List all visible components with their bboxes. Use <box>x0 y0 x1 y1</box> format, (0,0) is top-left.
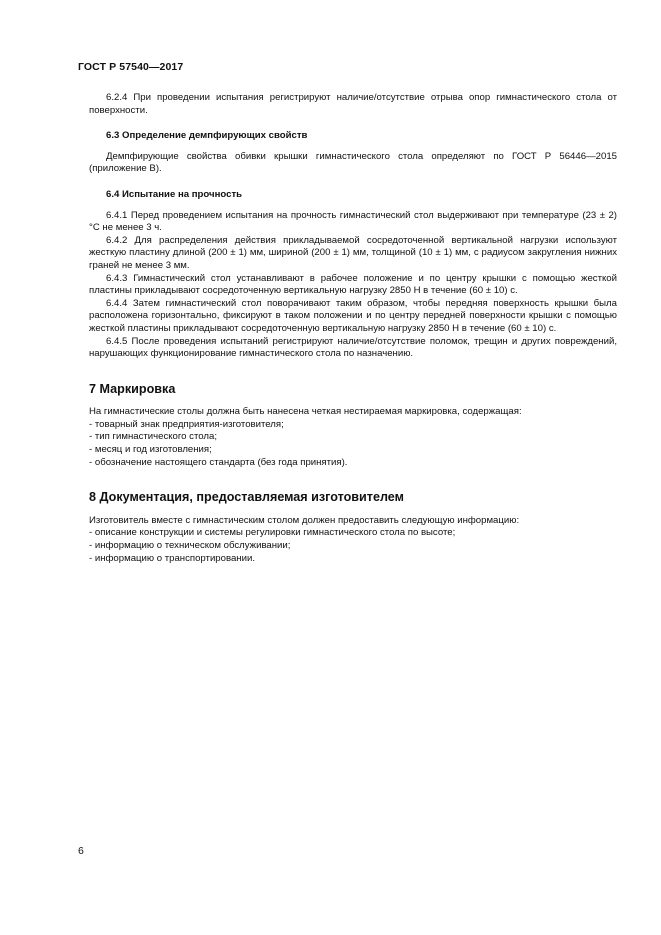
paragraph-6-4-5: 6.4.5 После проведения испытаний регистрируют наличие/отсутствие поломок, трещин и других повреждений, нарушающих функционирование гимнастического стола по назначению. <box>89 335 617 360</box>
page-number: 6 <box>78 845 84 857</box>
list-item: - месяц и год изготовления; <box>89 444 617 457</box>
list-item: - описание конструкции и системы регулировки гимнастического стола по высоте; <box>89 527 617 540</box>
paragraph-6-3: Демпфирующие свойства обивки крышки гимнастического стола определяют по ГОСТ Р 56446—2015 (приложение В). <box>89 150 617 175</box>
paragraph-6-4-3: 6.4.3 Гимнастический стол устанавливают в рабочее положение и по центру крышки с помощью жесткой пластины прикладывают сосредоточенную вертикальную нагрузку 2850 Н в течение (60 ± 10) с. <box>89 272 617 297</box>
subsection-6-3-title: 6.3 Определение демпфирующих свойств <box>106 130 308 142</box>
page-content <box>89 92 617 565</box>
paragraph-6-4-2: 6.4.2 Для распределения действия прикладываемой сосредоточенной вертикальной нагрузки используют жесткую пластину длиной (200 ± 1) мм, шириной (200 ± 1) мм, толщиной (10 ± 1) мм, с радиусом закругления нижних граней не менее 3 мм. <box>89 234 617 271</box>
list-item: - обозначение настоящего стандарта (без года принятия). <box>89 457 617 470</box>
subsection-6-4-title: 6.4 Испытание на прочность <box>106 188 243 200</box>
paragraph-6-2-4: 6.2.4 При проведении испытания регистрируют наличие/отсутствие отрыва опор гимнастического стола от поверхности. <box>89 92 617 116</box>
documentation-list <box>89 527 617 565</box>
list-item: - товарный знак предприятия-изготовителя; <box>89 419 617 432</box>
marking-list <box>89 419 617 469</box>
section-7-title: 7 Маркировка <box>89 381 176 396</box>
paragraph-6-4-1: 6.4.1 Перед проведением испытания на прочность гимнастический стол выдерживают при температуре (23 ± 2) °С не менее 3 ч. <box>89 209 617 234</box>
section-8-title: 8 Документация, предоставляемая изготовителем <box>89 490 404 505</box>
list-item: - информацию о техническом обслуживании; <box>89 540 617 553</box>
paragraph-6-4-4: 6.4.4 Затем гимнастический стол поворачивают таким образом, чтобы передняя поверхность крышки была расположена горизонтально, фиксируют в таком положении и по центру передней поверхности крышки с помощью жесткой пластины прикладывают сосредоточенную вертикальную нагрузку 2850 Н в течение (60 ± 10) с. <box>89 297 617 334</box>
standard-code-header: ГОСТ Р 57540—2017 <box>78 61 184 73</box>
section-8-intro: Изготовитель вместе с гимнастическим столом должен предоставить следующую информацию: <box>89 514 520 526</box>
list-item: - тип гимнастического стола; <box>89 431 617 444</box>
section-7-intro: На гимнастические столы должна быть нанесена четкая нестираемая маркировка, содержащая: <box>89 406 522 418</box>
list-item: - информацию о транспортировании. <box>89 553 617 566</box>
